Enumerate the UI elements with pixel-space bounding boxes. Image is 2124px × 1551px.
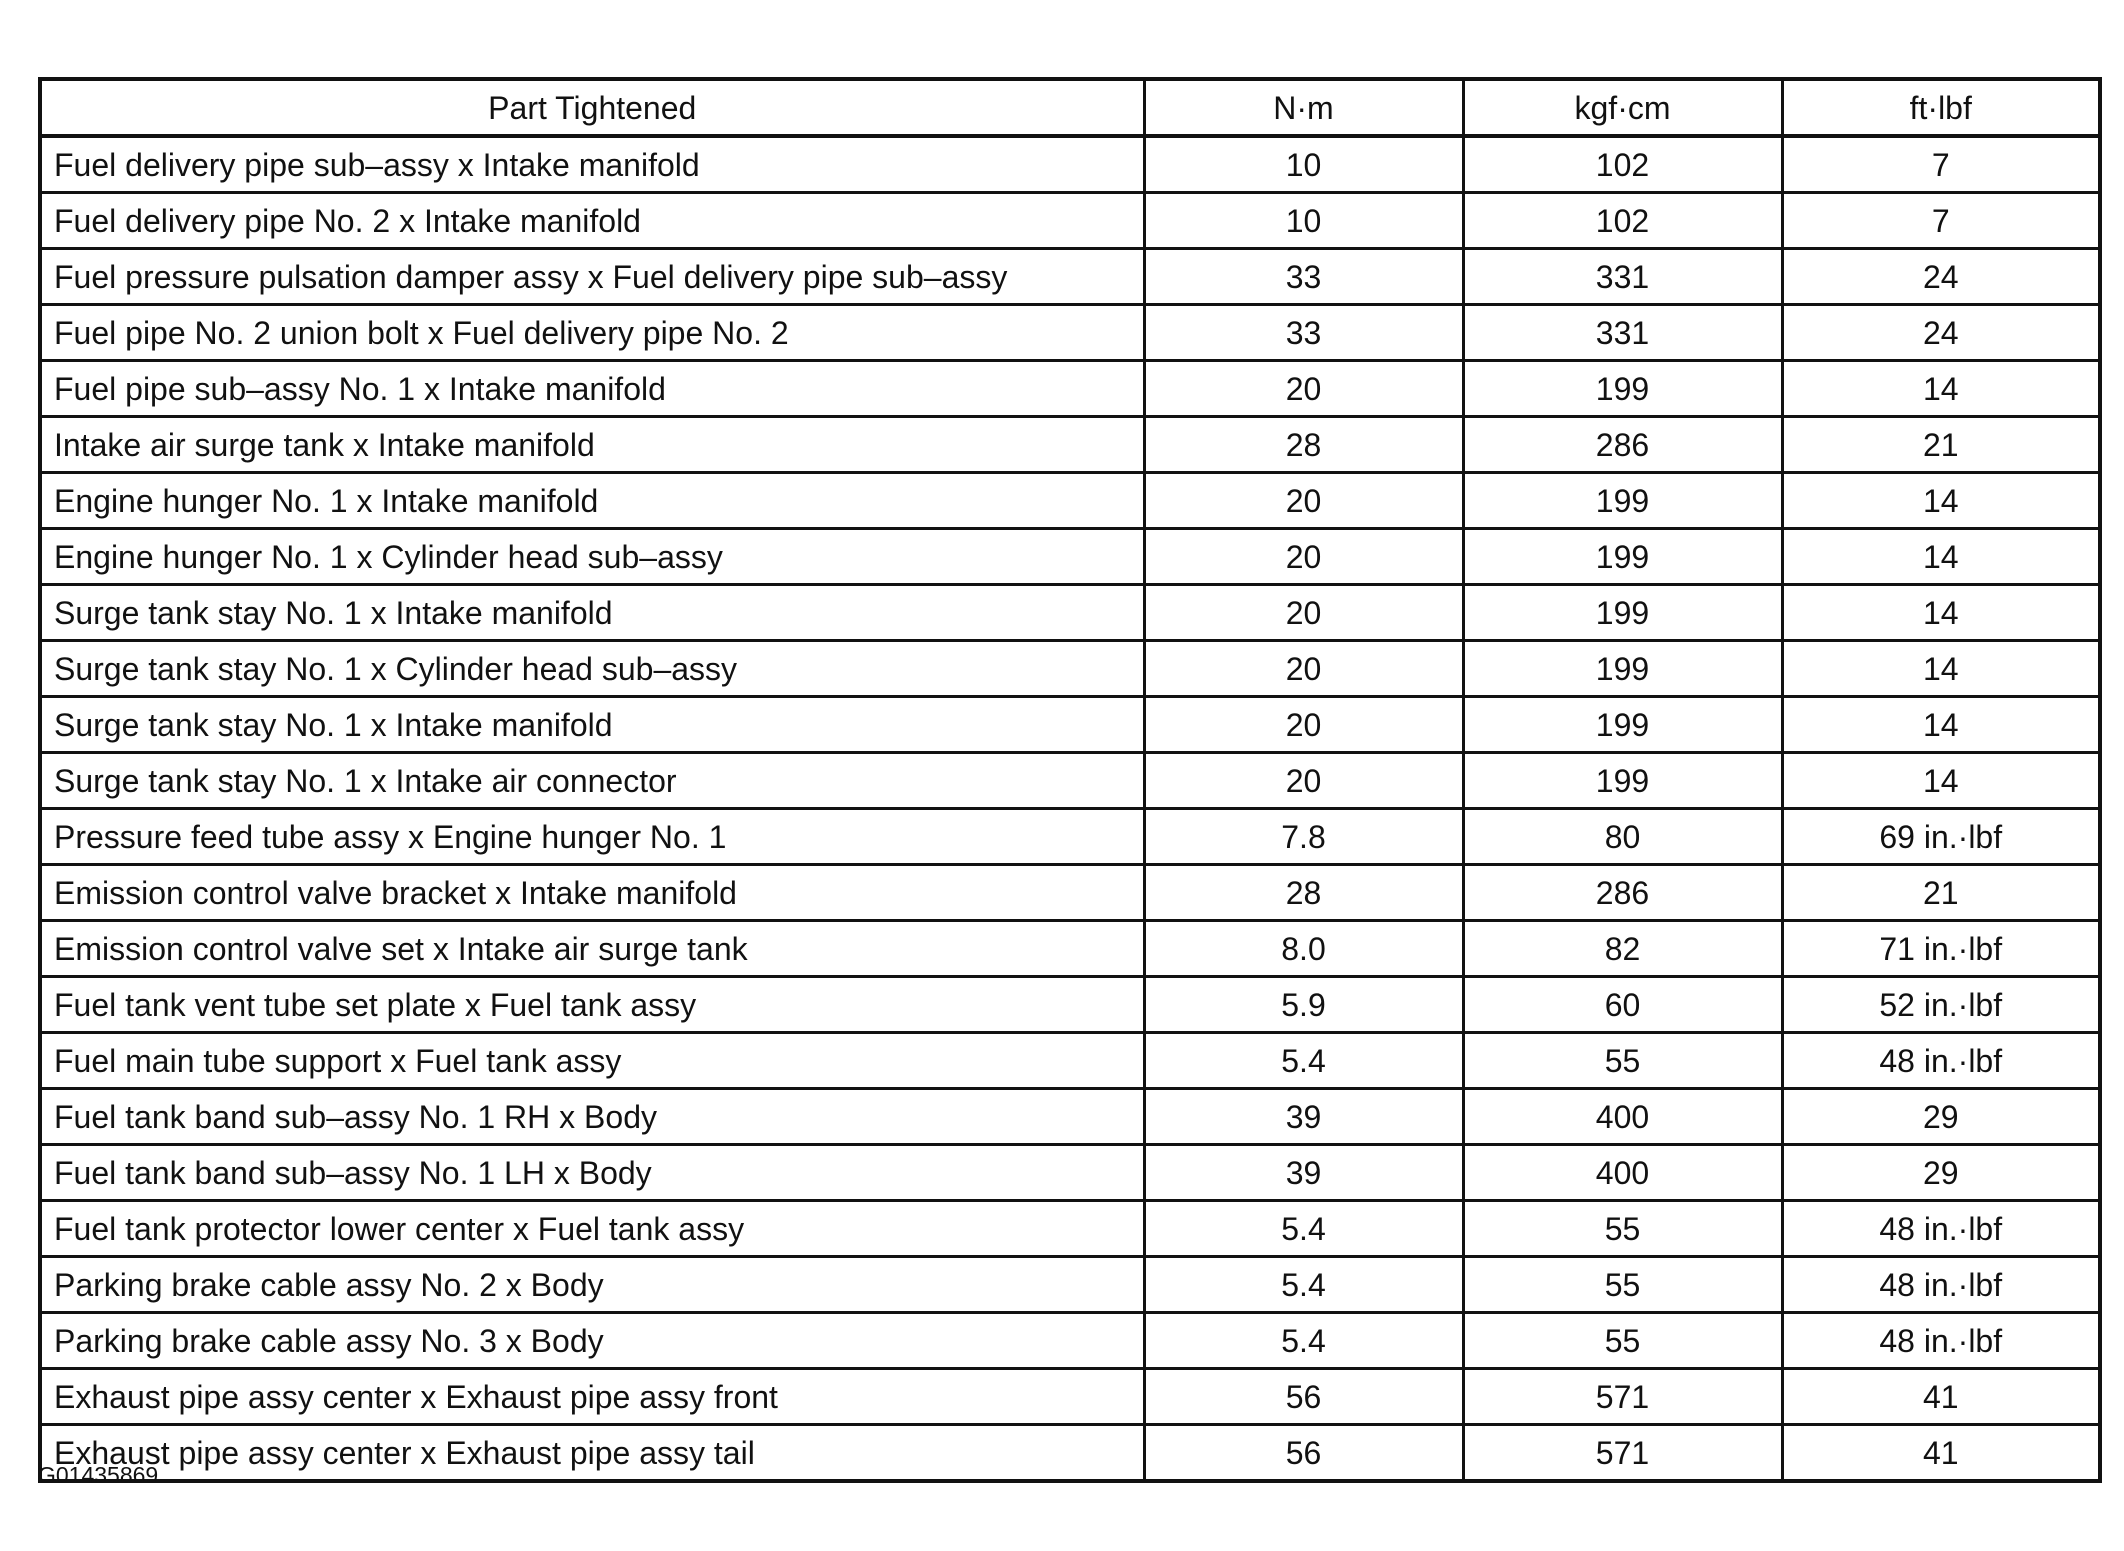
cell-ft-lbf: 14 xyxy=(1782,641,2100,697)
cell-nm: 10 xyxy=(1144,193,1463,249)
table-row xyxy=(40,193,2100,249)
cell-ft-lbf: 24 xyxy=(1782,249,2100,305)
cell-ft-lbf: 41 xyxy=(1782,1369,2100,1425)
cell-nm: 5.4 xyxy=(1144,1313,1463,1369)
cell-part: Surge tank stay No. 1 x Intake manifold xyxy=(40,585,1144,641)
cell-ft-lbf: 14 xyxy=(1782,529,2100,585)
cell-kgf-cm: 331 xyxy=(1463,305,1782,361)
cell-nm: 20 xyxy=(1144,473,1463,529)
cell-ft-lbf: 48 in.·lbf xyxy=(1782,1033,2100,1089)
cell-nm: 33 xyxy=(1144,305,1463,361)
cell-ft-lbf: 14 xyxy=(1782,753,2100,809)
cell-kgf-cm: 199 xyxy=(1463,361,1782,417)
table-row xyxy=(40,249,2100,305)
cell-kgf-cm: 199 xyxy=(1463,641,1782,697)
cell-kgf-cm: 102 xyxy=(1463,193,1782,249)
cell-kgf-cm: 286 xyxy=(1463,417,1782,473)
cell-kgf-cm: 60 xyxy=(1463,977,1782,1033)
cell-kgf-cm: 55 xyxy=(1463,1257,1782,1313)
cell-ft-lbf: 14 xyxy=(1782,585,2100,641)
cell-part: Fuel main tube support x Fuel tank assy xyxy=(40,1033,1144,1089)
cell-nm: 28 xyxy=(1144,417,1463,473)
cell-nm: 20 xyxy=(1144,753,1463,809)
cell-ft-lbf: 14 xyxy=(1782,361,2100,417)
cell-kgf-cm: 55 xyxy=(1463,1313,1782,1369)
cell-part: Parking brake cable assy No. 2 x Body xyxy=(40,1257,1144,1313)
cell-part: Engine hunger No. 1 x Cylinder head sub–assy xyxy=(40,529,1144,585)
table-header xyxy=(40,79,2100,136)
cell-ft-lbf: 48 in.·lbf xyxy=(1782,1313,2100,1369)
cell-nm: 8.0 xyxy=(1144,921,1463,977)
cell-kgf-cm: 199 xyxy=(1463,753,1782,809)
cell-part: Fuel pipe No. 2 union bolt x Fuel delivery pipe No. 2 xyxy=(40,305,1144,361)
table-row xyxy=(40,641,2100,697)
table-row xyxy=(40,1257,2100,1313)
table-row xyxy=(40,1313,2100,1369)
cell-ft-lbf: 52 in.·lbf xyxy=(1782,977,2100,1033)
cell-kgf-cm: 400 xyxy=(1463,1089,1782,1145)
cell-kgf-cm: 571 xyxy=(1463,1369,1782,1425)
table-row xyxy=(40,1145,2100,1201)
cell-nm: 20 xyxy=(1144,641,1463,697)
cell-ft-lbf: 24 xyxy=(1782,305,2100,361)
cell-part: Pressure feed tube assy x Engine hunger No. 1 xyxy=(40,809,1144,865)
header-part-tightened: Part Tightened xyxy=(40,79,1144,136)
header-ft-lbf: ft·lbf xyxy=(1782,79,2100,136)
figure-code: G01435869 xyxy=(38,1462,159,1488)
cell-part: Engine hunger No. 1 x Intake manifold xyxy=(40,473,1144,529)
cell-ft-lbf: 29 xyxy=(1782,1089,2100,1145)
cell-kgf-cm: 55 xyxy=(1463,1201,1782,1257)
cell-ft-lbf: 69 in.·lbf xyxy=(1782,809,2100,865)
cell-ft-lbf: 29 xyxy=(1782,1145,2100,1201)
header-kgf-cm: kgf·cm xyxy=(1463,79,1782,136)
cell-ft-lbf: 21 xyxy=(1782,865,2100,921)
cell-nm: 20 xyxy=(1144,697,1463,753)
table-row xyxy=(40,1369,2100,1425)
header-nm: N·m xyxy=(1144,79,1463,136)
cell-kgf-cm: 286 xyxy=(1463,865,1782,921)
table-row xyxy=(40,361,2100,417)
table-row xyxy=(40,865,2100,921)
table-body xyxy=(40,136,2100,1481)
cell-part: Fuel tank band sub–assy No. 1 RH x Body xyxy=(40,1089,1144,1145)
table-row xyxy=(40,1089,2100,1145)
cell-ft-lbf: 14 xyxy=(1782,473,2100,529)
table-row xyxy=(40,1425,2100,1482)
cell-nm: 28 xyxy=(1144,865,1463,921)
cell-part: Parking brake cable assy No. 3 x Body xyxy=(40,1313,1144,1369)
cell-ft-lbf: 48 in.·lbf xyxy=(1782,1257,2100,1313)
table-row xyxy=(40,1201,2100,1257)
cell-nm: 20 xyxy=(1144,529,1463,585)
cell-nm: 33 xyxy=(1144,249,1463,305)
table-row xyxy=(40,697,2100,753)
table-row xyxy=(40,753,2100,809)
cell-part: Fuel tank band sub–assy No. 1 LH x Body xyxy=(40,1145,1144,1201)
table-row xyxy=(40,417,2100,473)
cell-part: Intake air surge tank x Intake manifold xyxy=(40,417,1144,473)
cell-nm: 5.4 xyxy=(1144,1257,1463,1313)
cell-nm: 20 xyxy=(1144,361,1463,417)
cell-part: Fuel tank protector lower center x Fuel tank assy xyxy=(40,1201,1144,1257)
cell-part: Fuel delivery pipe No. 2 x Intake manifold xyxy=(40,193,1144,249)
cell-nm: 20 xyxy=(1144,585,1463,641)
table-row xyxy=(40,921,2100,977)
cell-ft-lbf: 21 xyxy=(1782,417,2100,473)
cell-part: Emission control valve bracket x Intake manifold xyxy=(40,865,1144,921)
table-row xyxy=(40,529,2100,585)
table-row xyxy=(40,977,2100,1033)
cell-nm: 5.4 xyxy=(1144,1033,1463,1089)
torque-spec-table xyxy=(38,77,2102,1483)
cell-part: Exhaust pipe assy center x Exhaust pipe assy tail xyxy=(40,1425,1144,1482)
cell-nm: 39 xyxy=(1144,1089,1463,1145)
cell-part: Fuel tank vent tube set plate x Fuel tank assy xyxy=(40,977,1144,1033)
cell-part: Fuel delivery pipe sub–assy x Intake manifold xyxy=(40,136,1144,193)
cell-kgf-cm: 199 xyxy=(1463,529,1782,585)
cell-part: Fuel pressure pulsation damper assy x Fuel delivery pipe sub–assy xyxy=(40,249,1144,305)
cell-nm: 5.9 xyxy=(1144,977,1463,1033)
table-row xyxy=(40,809,2100,865)
cell-ft-lbf: 7 xyxy=(1782,136,2100,193)
cell-kgf-cm: 199 xyxy=(1463,585,1782,641)
cell-nm: 56 xyxy=(1144,1369,1463,1425)
cell-kgf-cm: 571 xyxy=(1463,1425,1782,1482)
cell-kgf-cm: 331 xyxy=(1463,249,1782,305)
cell-kgf-cm: 199 xyxy=(1463,697,1782,753)
cell-ft-lbf: 48 in.·lbf xyxy=(1782,1201,2100,1257)
cell-ft-lbf: 7 xyxy=(1782,193,2100,249)
table-row xyxy=(40,473,2100,529)
cell-nm: 10 xyxy=(1144,136,1463,193)
cell-part: Exhaust pipe assy center x Exhaust pipe assy front xyxy=(40,1369,1144,1425)
cell-kgf-cm: 82 xyxy=(1463,921,1782,977)
cell-part: Fuel pipe sub–assy No. 1 x Intake manifold xyxy=(40,361,1144,417)
cell-part: Surge tank stay No. 1 x Intake manifold xyxy=(40,697,1144,753)
cell-ft-lbf: 71 in.·lbf xyxy=(1782,921,2100,977)
cell-nm: 39 xyxy=(1144,1145,1463,1201)
cell-kgf-cm: 102 xyxy=(1463,136,1782,193)
table-row xyxy=(40,585,2100,641)
cell-nm: 56 xyxy=(1144,1425,1463,1482)
table-row xyxy=(40,305,2100,361)
cell-kgf-cm: 199 xyxy=(1463,473,1782,529)
cell-kgf-cm: 55 xyxy=(1463,1033,1782,1089)
cell-part: Emission control valve set x Intake air surge tank xyxy=(40,921,1144,977)
cell-ft-lbf: 41 xyxy=(1782,1425,2100,1482)
cell-nm: 5.4 xyxy=(1144,1201,1463,1257)
header-row xyxy=(40,79,2100,136)
cell-part: Surge tank stay No. 1 x Cylinder head sub–assy xyxy=(40,641,1144,697)
cell-kgf-cm: 400 xyxy=(1463,1145,1782,1201)
cell-ft-lbf: 14 xyxy=(1782,697,2100,753)
table-row xyxy=(40,136,2100,193)
cell-nm: 7.8 xyxy=(1144,809,1463,865)
cell-part: Surge tank stay No. 1 x Intake air connector xyxy=(40,753,1144,809)
cell-kgf-cm: 80 xyxy=(1463,809,1782,865)
table-row xyxy=(40,1033,2100,1089)
